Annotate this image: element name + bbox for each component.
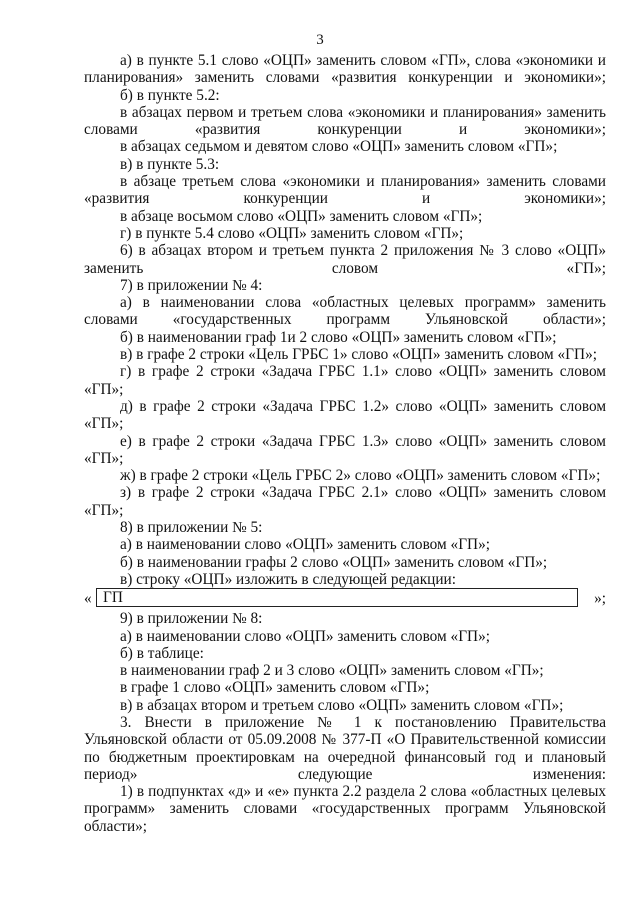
paragraph: в наименовании граф 2 и 3 слово «ОЦП» заменить словом «ГП»;: [120, 662, 544, 680]
paragraph: з) в графе 2 строки «Задача ГРБС 2.1» слово «ОЦП» заменить словом «ГП»;: [84, 484, 606, 519]
paragraph: в графе 1 слово «ОЦП» заменить словом «ГП»;: [120, 679, 430, 697]
paragraph: б) в наименовании графы 2 слово «ОЦП» заменить словом «ГП»;: [120, 553, 548, 571]
paragraph: 9) в приложении № 8:: [120, 610, 263, 628]
paragraph: в абзаце третьем слова «экономики и планирования» заменить словами «развития конкуренции и экономики»;: [84, 173, 606, 208]
paragraphs-bottom: [84, 610, 606, 835]
close-quote: »;: [594, 590, 606, 608]
paragraph: в) строку «ОЦП» изложить в следующей редакции:: [120, 570, 456, 588]
paragraph: а) в наименовании слово «ОЦП» заменить словом «ГП»;: [120, 536, 490, 554]
paragraph: а) в наименовании слова «областных целевых программ» заменить словами «государственных программ Ульяновской области»;: [84, 294, 606, 329]
paragraph: а) в пункте 5.1 слово «ОЦП» заменить словом «ГП», слова «экономики и планирования» заменить словами «развития конкуренции и экономики»;: [84, 52, 606, 87]
paragraph: 7) в приложении № 4:: [120, 276, 263, 294]
document-body: [84, 52, 606, 835]
paragraph: г) в графе 2 строки «Задача ГРБС 1.1» слово «ОЦП» заменить словом «ГП»;: [84, 363, 606, 398]
paragraph: б) в наименовании граф 1и 2 слово «ОЦП» заменить словом «ГП»;: [120, 328, 557, 346]
paragraph: 6) в абзацах втором и третьем пункта 2 приложения № 3 слово «ОЦП» заменить словом «ГП»;: [84, 242, 606, 277]
paragraph: 8) в приложении № 5:: [120, 519, 263, 537]
paragraph: б) в таблице:: [120, 644, 204, 662]
paragraph: а) в наименовании слово «ОЦП» заменить словом «ГП»;: [120, 627, 490, 645]
paragraph: ж) в графе 2 строки «Цель ГРБС 2» слово «ОЦП» заменить словом «ГП»;: [120, 467, 601, 485]
paragraph: в абзаце восьмом слово «ОЦП» заменить словом «ГП»;: [120, 207, 483, 225]
page-number: 3: [316, 32, 324, 48]
paragraphs-top: [84, 52, 606, 588]
paragraph: е) в графе 2 строки «Задача ГРБС 1.3» слово «ОЦП» заменить словом «ГП»;: [84, 432, 606, 467]
paragraph: в) в абзацах втором и третьем слово «ОЦП» заменить словом «ГП»;: [120, 696, 564, 714]
table-row-gp: [84, 588, 606, 610]
paragraph: д) в графе 2 строки «Задача ГРБС 1.2» слово «ОЦП» заменить словом «ГП»;: [84, 397, 606, 433]
open-quote: «: [84, 590, 92, 608]
paragraph: г) в пункте 5.4 слово «ОЦП» заменить словом «ГП»;: [120, 224, 464, 242]
paragraph: в абзацах первом и третьем слова «экономики и планирования» заменить словами «развития конкуренции и экономики»;: [84, 103, 606, 139]
paragraph: 3. Внести в приложение № 1 к постановлению Правительства Ульяновской области от 05.09.2008 № 377-П «О Правительственной комиссии по бюджетным проектировкам на очередной финансовый год и плановый период» следующие изменения:: [84, 713, 606, 783]
paragraph: 1) в подпунктах «д» и «е» пункта 2.2 раздела 2 слова «областных целевых программ» заменить словами «государственных программ Ульяновской области»;: [84, 783, 606, 835]
paragraph: б) в пункте 5.2:: [120, 86, 220, 104]
table-cell: ГП: [96, 588, 578, 607]
paragraph: в) в графе 2 строки «Цель ГРБС 1» слово «ОЦП» заменить словом «ГП»;: [120, 346, 597, 364]
paragraph: в абзацах седьмом и девятом слово «ОЦП» заменить словом «ГП»;: [120, 138, 558, 156]
paragraph: в) в пункте 5.3:: [120, 155, 220, 173]
